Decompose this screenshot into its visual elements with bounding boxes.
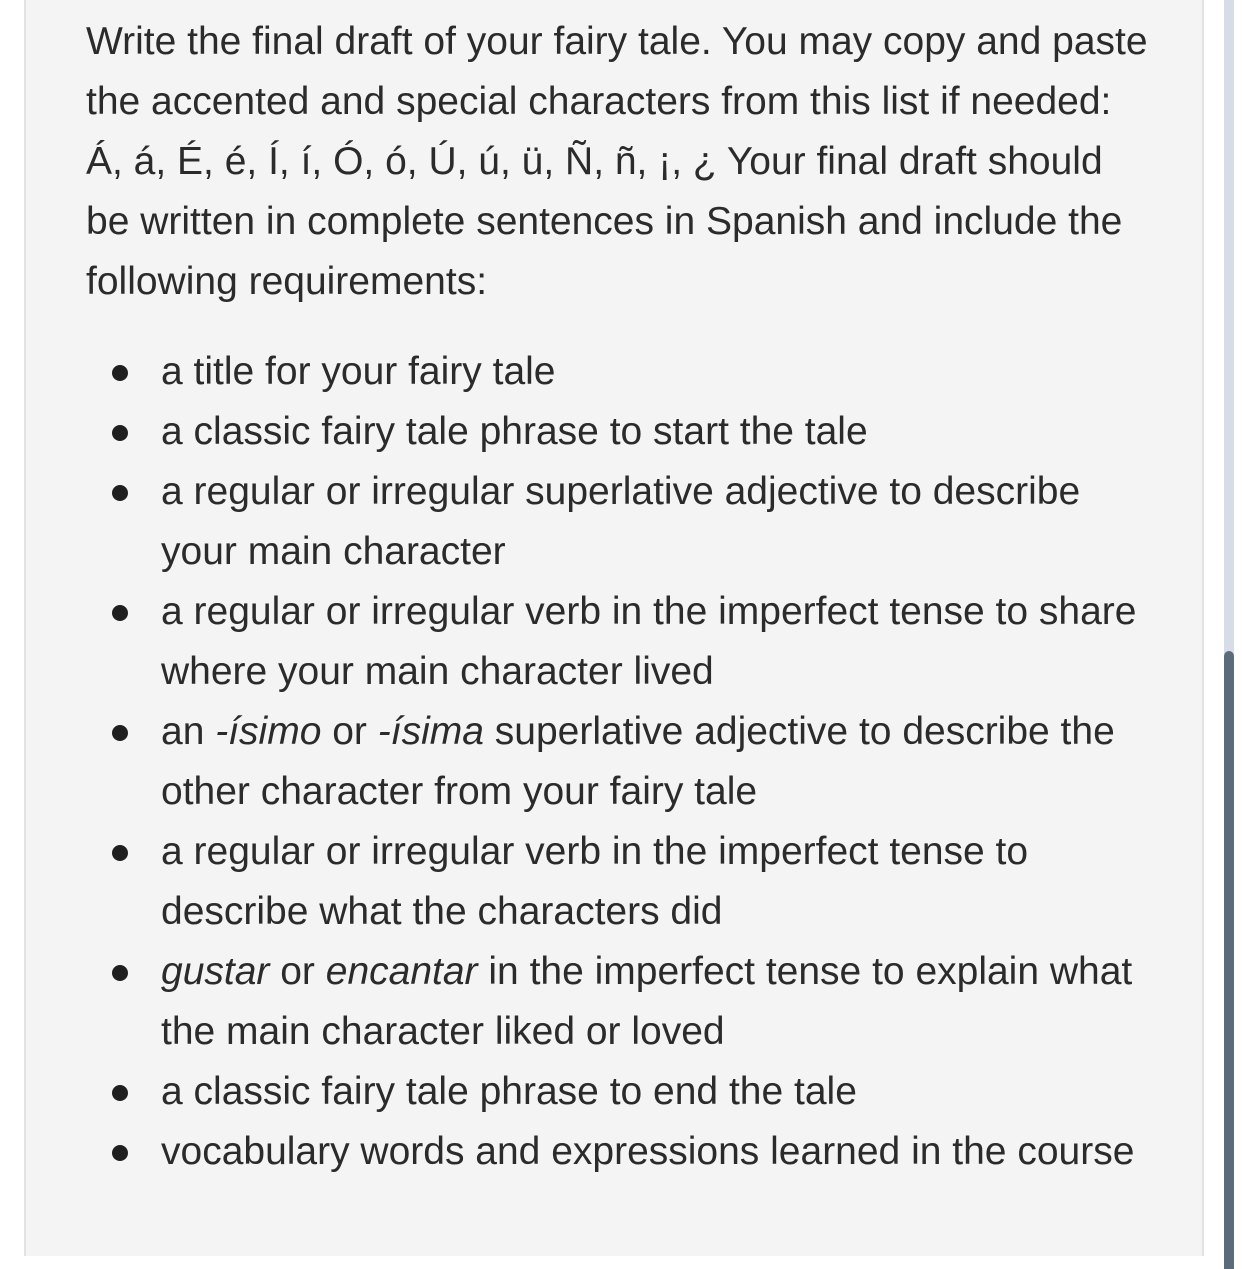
requirement-italic-term: -ísima bbox=[377, 710, 484, 753]
requirement-start-phrase bbox=[86, 402, 1156, 462]
requirement-text-part: or bbox=[269, 950, 326, 993]
requirement-end-phrase bbox=[86, 1062, 1156, 1122]
requirement-imperfect-did bbox=[86, 822, 1156, 942]
scrollbar-thumb[interactable] bbox=[1224, 651, 1234, 1269]
requirement-text: a classic fairy tale phrase to start the tale bbox=[161, 410, 868, 453]
requirement-gustar-encantar bbox=[86, 942, 1156, 1062]
requirement-text: a title for your fairy tale bbox=[161, 350, 556, 393]
requirement-italic-term: -ísimo bbox=[215, 710, 322, 753]
requirement-title bbox=[86, 342, 1156, 402]
requirement-text: a classic fairy tale phrase to end the tale bbox=[161, 1070, 857, 1113]
requirement-text-part: superlative adjective to describe the other character from your fairy tale bbox=[161, 710, 1115, 813]
requirement-imperfect-lived bbox=[86, 582, 1156, 702]
assignment-content bbox=[86, 12, 1156, 1182]
requirement-isimo bbox=[86, 702, 1156, 822]
scrollbar[interactable] bbox=[1222, 0, 1242, 1256]
requirement-text-part: an bbox=[161, 710, 216, 753]
requirement-superlative-main bbox=[86, 462, 1156, 582]
instructions-intro: Write the final draft of your fairy tale. You may copy and paste the accented and special characters from this list if needed: Á, á, É, é, Í, í, Ó, ó, Ú, ú, ü, Ñ, ñ, ¡, ¿ Your final draft should be written in complete sentences in Spanish and include the following requirements: bbox=[86, 20, 1148, 303]
requirement-text: a regular or irregular verb in the imperfect tense to share where your main character lived bbox=[161, 590, 1137, 693]
requirement-text: a regular or irregular superlative adjective to describe your main character bbox=[161, 470, 1081, 573]
requirement-text-part: or bbox=[321, 710, 378, 753]
requirement-italic-term: gustar bbox=[161, 950, 270, 993]
requirement-vocabulary bbox=[86, 1122, 1156, 1182]
requirement-text-part: in the imperfect tense to explain what the main character liked or loved bbox=[161, 950, 1133, 1053]
requirement-text: vocabulary words and expressions learned in the course bbox=[161, 1130, 1135, 1173]
requirements-list bbox=[86, 342, 1156, 1182]
requirement-text: a regular or irregular verb in the imperfect tense to describe what the characters did bbox=[161, 830, 1029, 933]
assignment-panel bbox=[24, 0, 1204, 1256]
requirement-italic-term: encantar bbox=[325, 950, 478, 993]
